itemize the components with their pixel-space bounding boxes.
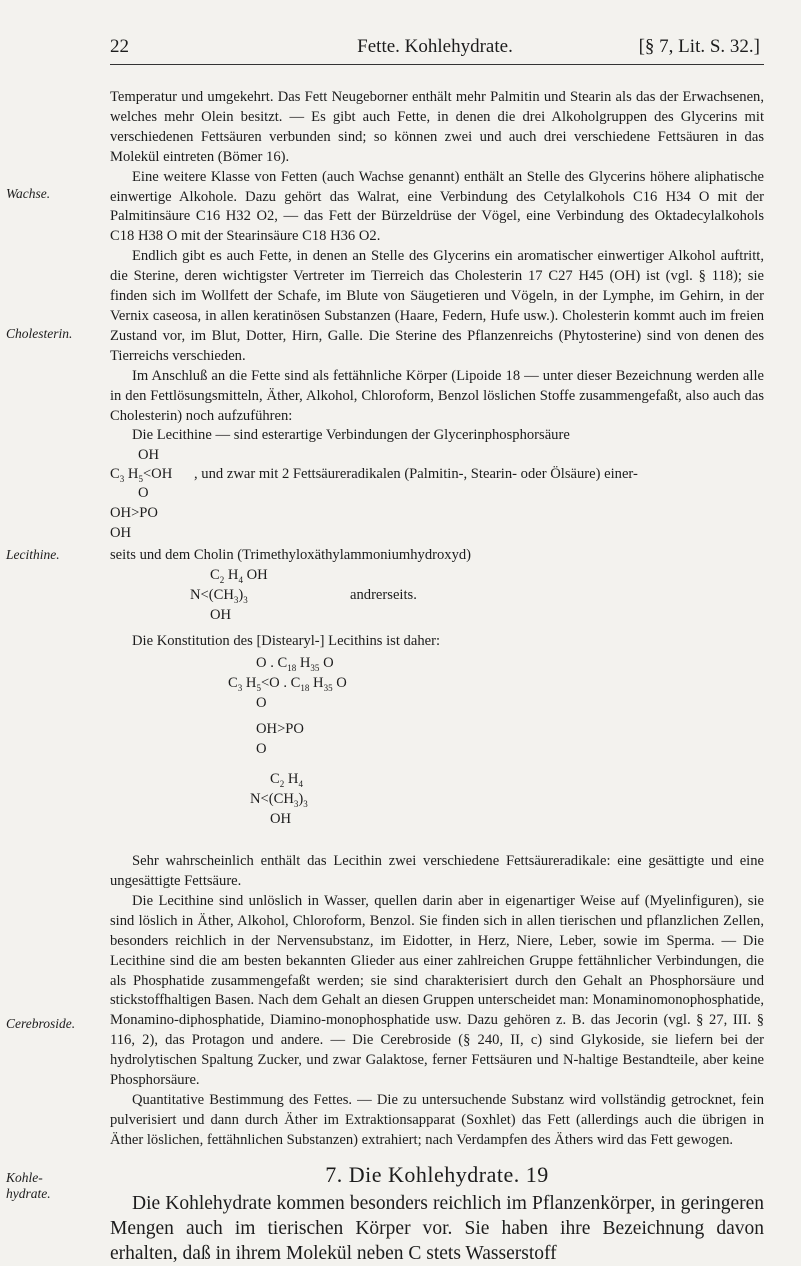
formula-1-tail: , und zwar mit 2 Fettsäureradikalen (Palmitin-, Stearin- oder Ölsäure) einer- [194,466,638,483]
paragraph-sterine: Endlich gibt es auch Fette, in denen an Stelle des Glycerins ein aromatischer einwertiger Alkohol auftritt, die Sterine, deren wichtigster Vertreter im Tierreich das Cholesterin 17 C27 H45 (OH) ist (vgl. § 118); sie finden sich im Wollfett der Schafe, im Blute von Säugetieren und Vögeln, in der Lymphe, im Gehirn, in der Vernix caseosa, in allen keratinösen Substanzen (Haare, Federn, Hufe usw.). Cholesterin kommt auch im freien Zustand vor, im Blut, Dotter, Hirn, Galle. Die Sterine des Pflanzenreichs (Phytosterine) sind von denen des Tierreichs verschieden. [110,248,764,364]
header-rule [110,64,764,65]
paragraph-kohlehydrate: Die Kohlehydrate kommen besonders reichlich im Pflanzenkörper, in geringeren Mengen auch im tierischen Körper vor. Sie haben ihre Bezeichnung davon erhalten, daß in ihrem Molekül neben C stets Wasserstoff [110,1192,764,1264]
margin-note-kohle-1: Kohle- [6,1170,43,1185]
formula-distearyl-lecithin: O . $C_{18}$ $H_{35}$ O $C_3$ $H_5<O$ . $C_{18}$ $H_{35}$ O O OH>PO O $C_2$ $H_4$ $N<(CH_3)_3$ OH [228,655,347,828]
margin-note-cerebroside: Cerebroside. [6,1016,76,1031]
formula-glycerinphosphorsaeure: OH $C_3$ $H_5<OH$ , und zwar mit 2 Fettsäureradikalen (Palmitin-, Stearin- oder Ölsäure) einer- O OH>PO OH [110,446,764,546]
margin-note-cholesterin: Cholesterin. [6,326,73,341]
section-heading-kohlehydrate: 7. Die Kohlehydrate. 19 [325,1161,549,1187]
running-header [110,36,760,60]
margin-note-kohle [6,1170,51,1202]
paragraph-wachse: Eine weitere Klasse von Fetten (auch Wachse genannt) enthält an Stelle des Glycerins höhere aliphatische einwertige Alkohole. Dazu gehört das Walrat, eine Verbindung des Cetylalkohols C16 H34 O mit der Palmitinsäure C16 H32 O2, — das Fett der Bürzeldrüse der Vögel, eine Verbindung des Oktadecylalkohols C18 H38 O mit der Stearinsäure C18 H36 O2. [110,168,764,245]
paragraph-konstitution: Die Konstitution des [Distearyl-] Lecithins ist daher: [132,633,441,650]
formula-2-tail: andrerseits. [350,587,417,604]
header-reference: [§ 7, Lit. S. 32.] [638,36,760,57]
paragraph-cholin: seits und dem Cholin (Trimethyloxäthylammoniumhydroxyd) [110,547,472,564]
paragraph-lecithine: Die Lecithine — sind esterartige Verbindungen der Glycerinphosphorsäure [132,427,570,444]
formula-cholin: $C_2$ $H_4$ OH $N<(CH_3)_3$ andrerseits. OH [190,567,417,624]
paragraph-1: Temperatur und umgekehrt. Das Fett Neugeborner enthält mehr Palmitin und Stearin als das der Erwachsenen, welches mehr Olein besitzt. — Es gibt auch Fette, in denen die drei Alkoholgruppen des Glycerins mit verschiedenen Fettsäuren verbunden sind; so können zwei und auch drei verschiedene Fettsäuren in das Molekül eintreten (Bömer 16). [110,89,764,165]
paragraph-phosphatide: Die Lecithine sind unlöslich in Wasser, quellen darin aber in eigenartiger Weise auf (Myelinfiguren), sie sind löslich in Äther, Alkohol, Chloroform, Benzol. Sie finden sich in allen tierischen und pflanzlichen Zellen, besonders reichlich in der Nervensubstanz, im Eidotter, in Herz, Niere, Leber, sowie im Sperma. — Die Lecithine sind die am besten bekannten Glieder aus einer zahlreichen Gruppe fettähnlicher Verbindungen, die als Phosphatide zusammengefaßt werden; sie sind charakterisiert durch den Gehalt an Phosphorsäure und stickstoffhaltigen Basen. Nach dem Gehalt an diesen Gruppen unterscheidet man: Monaminomonophosphatide, Monamino-diphosphatide, Diamino-monophosphatide usw. Dazu gehören z. B. das Jecorin (vgl. § 27, III. § 116, 2), das Protagon und andere. — Die Cerebroside (§ 240, II, c) sind Glykoside, sie liefern bei der hydrolytischen Spaltung Zucker, und zwar Galaktose, ferner Fettsäuren und N-haltige Bestandteile, aber keine Phosphorsäure. [110,892,764,1089]
paragraph-fettsaeureradikale: Sehr wahrscheinlich enthält das Lecithin zwei verschiedene Fettsäureradikale: eine gesättigte und eine ungesättigte Fettsäure. [110,853,764,890]
paragraph-lipoide: Im Anschluß an die Fette sind als fettähnliche Körper (Lipoide 18 — unter dieser Bezeichnung werden alle in den Fettlösungsmitteln, Äther, Alkohol, Chloroform, Benzol löslichen Stoffe zusammengefaßt, also auch das Cholesterin) noch aufzuführen: [110,367,764,424]
margin-note-lecithine: Lecithine. [6,547,60,562]
margin-note-kohle-2: hydrate. [6,1186,51,1201]
margin-note-wachse: Wachse. [6,186,51,201]
header-title: Fette. Kohlehydrate. [357,36,513,57]
page-number: 22 [110,36,129,57]
body-text [110,88,764,1266]
paragraph-bestimmung: Quantitative Bestimmung des Fettes. — Die zu untersuchende Substanz wird vollständig getrocknet, fein pulverisiert und dann durch Äther im Extraktionsapparat (Soxhlet) das Fett (allerdings auch die übrigen in Äther löslichen, fettähnlichen Substanzen) extrahiert; nach Verdampfen des Äthers wird das Fett gewogen. [110,1092,764,1148]
